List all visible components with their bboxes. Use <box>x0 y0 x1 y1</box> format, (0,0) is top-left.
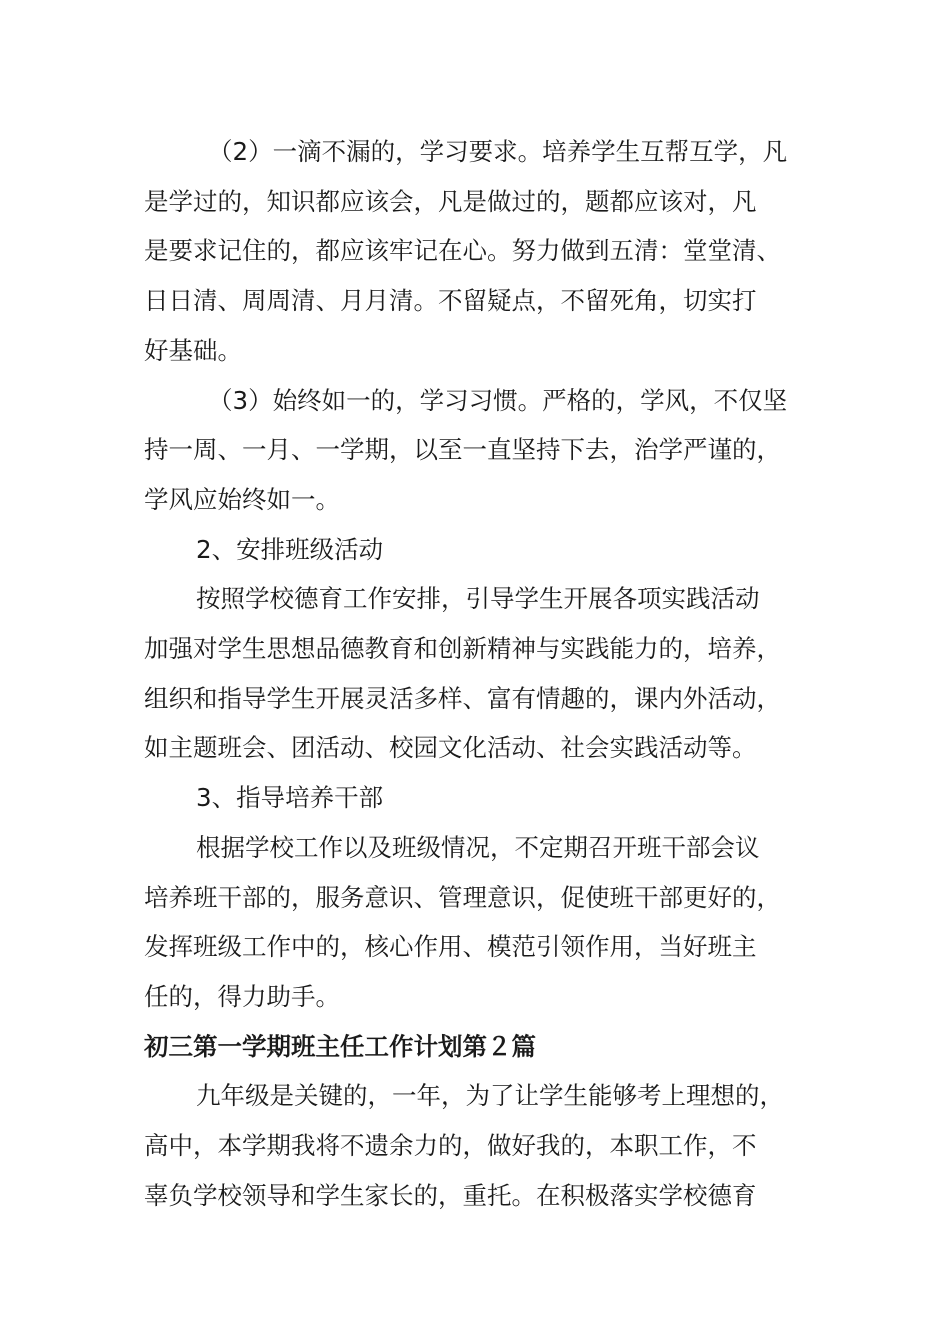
paragraph-line: 是学过的，知识都应该会，凡是做过的，题都应该对，凡 <box>144 186 757 216</box>
paragraph-line: 组织和指导学生开展灵活多样、富有情趣的，课内外活动， <box>144 683 781 713</box>
paragraph-line: 高中，本学期我将不遗余力的，做好我的，本职工作，不 <box>144 1131 757 1161</box>
document-body <box>144 127 824 1220</box>
section-heading: 2、安排班级活动 <box>196 534 384 564</box>
paragraph-line: 如主题班会、团活动、校园文化活动、社会实践活动等。 <box>144 733 757 763</box>
paragraph-line: 九年级是关键的，一年，为了让学生能够考上理想的， <box>196 1081 784 1111</box>
paragraph-line: 持一周、一月、一学期，以至一直坚持下去，治学严谨的， <box>144 435 781 465</box>
section-heading: 3、指导培养干部 <box>196 783 384 813</box>
paragraph-line: 根据学校工作以及班级情况，不定期召开班干部会议 <box>196 832 760 862</box>
paragraph-line: 好基础。 <box>144 335 242 365</box>
paragraph-line: 学风应始终如一。 <box>144 484 340 514</box>
paragraph-line: 发挥班级工作中的，核心作用、模范引领作用，当好班主 <box>144 932 757 962</box>
paragraph-line: 任的，得力助手。 <box>144 981 340 1011</box>
paragraph-line: 是要求记住的，都应该牢记在心。努力做到五清：堂堂清、 <box>144 236 781 266</box>
paragraph-line: 辜负学校领导和学生家长的，重托。在积极落实学校德育 <box>144 1180 757 1210</box>
paragraph-line: 日日清、周周清、月月清。不留疑点，不留死角，切实打 <box>144 286 757 316</box>
paragraph-line: （2）一滴不漏的，学习要求。培养学生互帮互学，凡 <box>208 137 788 166</box>
article-title: 初三第一学期班主任工作计划第２篇 <box>144 1031 536 1061</box>
paragraph-line: 加强对学生思想品德教育和创新精神与实践能力的，培养， <box>144 634 781 664</box>
paragraph-line: 培养班干部的，服务意识、管理意识，促使班干部更好的， <box>144 882 781 912</box>
paragraph-line: 按照学校德育工作安排，引导学生开展各项实践活动 <box>196 584 760 614</box>
paragraph-line: （3）始终如一的，学习习惯。严格的，学风，不仅坚 <box>208 385 788 415</box>
